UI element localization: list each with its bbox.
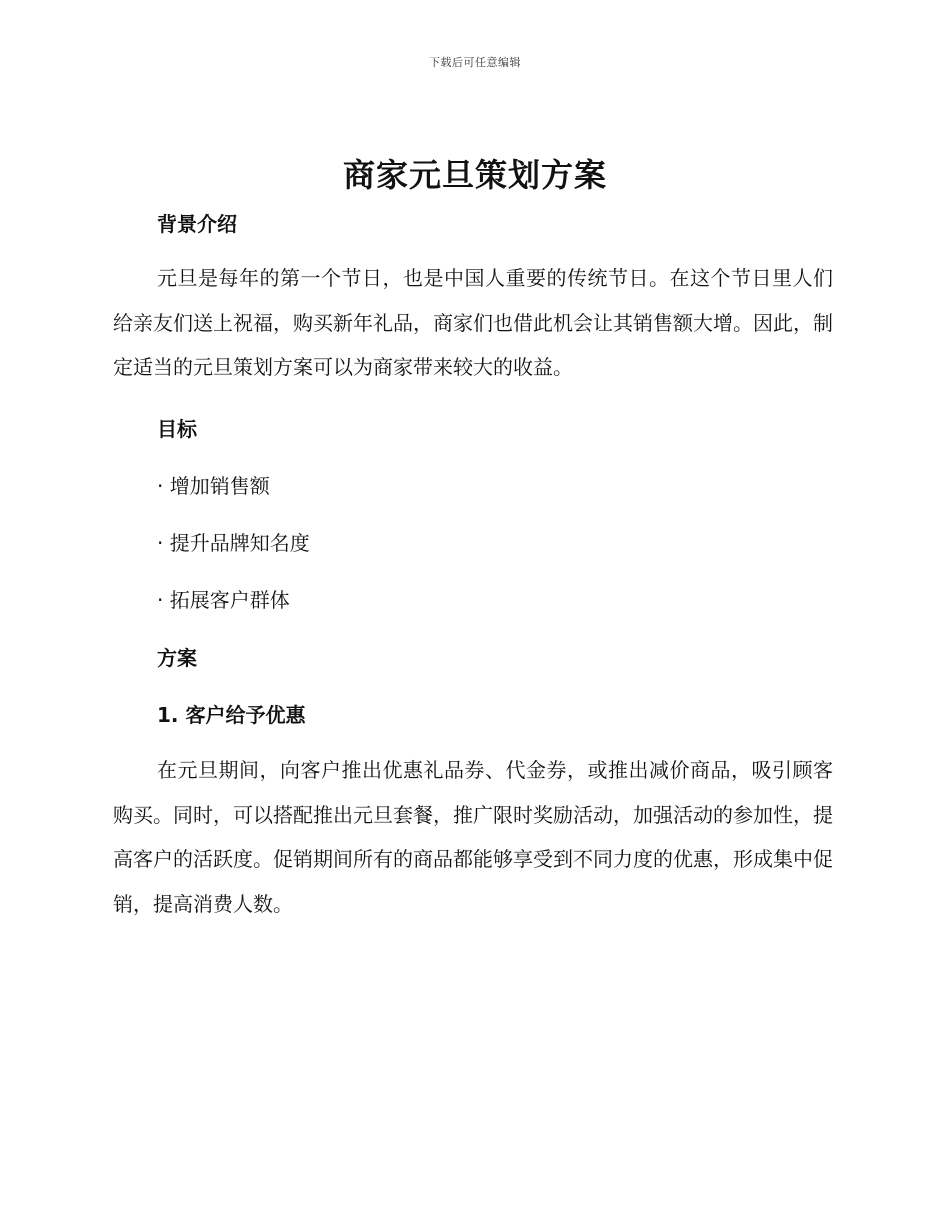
header-note: 下载后可任意编辑 — [429, 56, 521, 69]
goal-item: · 增加销售额 — [157, 474, 270, 498]
section-heading-goals: 目标 — [157, 417, 197, 441]
section-heading-plan: 方案 — [157, 646, 197, 670]
subsection-heading-discount: 1. 客户给予优惠 — [157, 703, 306, 727]
section-heading-background: 背景介绍 — [157, 212, 237, 236]
discount-paragraph: 在元旦期间，向客户推出优惠礼品券、代金券，或推出减价商品，吸引顾客购买。同时，可以搭配推出元旦套餐，推广限时奖励活动，加强活动的参加性，提高客户的活跃度。促销期间所有的商品都能够享受到不同力度的优惠，形成集中促销，提高消费人数。 — [113, 758, 833, 916]
document-title: 商家元旦策划方案 — [342, 156, 607, 194]
goal-item: · 拓展客户群体 — [157, 588, 290, 612]
goal-item: · 提升品牌知名度 — [157, 531, 310, 555]
background-paragraph: 元旦是每年的第一个节日，也是中国人重要的传统节日。在这个节日里人们给亲友们送上祝福，购买新年礼品，商家们也借此机会让其销售额大增。因此，制定适当的元旦策划方案可以为商家带来较大的收益。 — [113, 266, 833, 379]
